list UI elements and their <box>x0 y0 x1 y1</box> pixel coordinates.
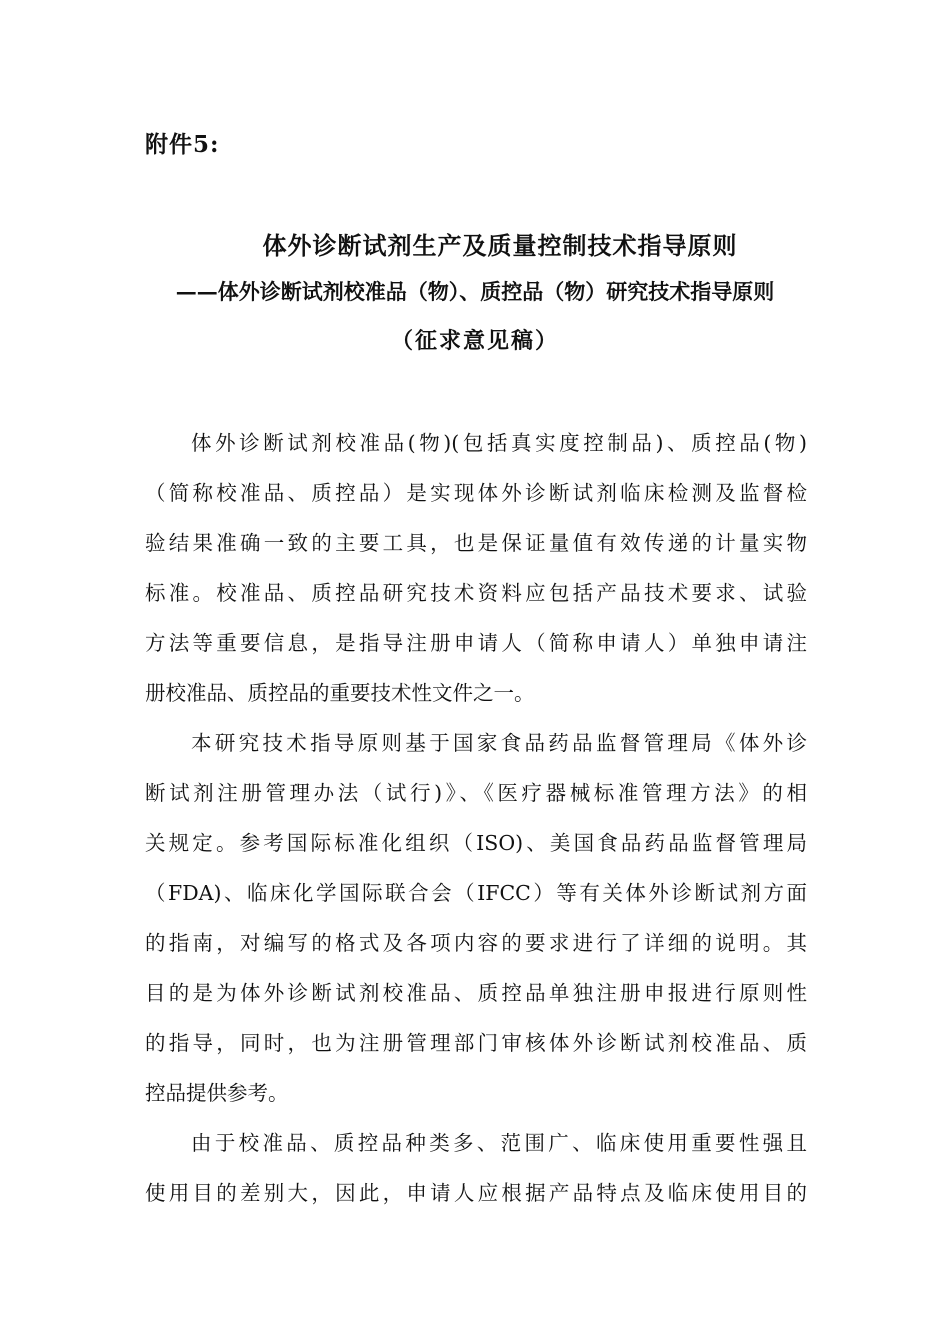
document-subtitle: ——体外诊断试剂校准品（物）、质控品（物）研究技术指导原则 <box>175 279 775 304</box>
attachment-label: 附件5: <box>145 131 220 158</box>
draft-label: （征求意见稿） <box>390 328 559 354</box>
paragraph-line: 使用目的差别大，因此，申请人应根据产品特点及临床使用目的 <box>145 1181 807 1205</box>
paragraph-line: 册校准品、质控品的重要技术性文件之一。 <box>145 681 535 705</box>
paragraph-line: 体外诊断试剂校准品(物)(包括真实度控制品)、质控品(物) <box>191 431 807 455</box>
paragraph-line: 由于校准品、质控品种类多、范围广、临床使用重要性强且 <box>191 1131 807 1155</box>
paragraph-line: 的指南，对编写的格式及各项内容的要求进行了详细的说明。其 <box>145 931 807 955</box>
paragraph-line: 断试剂注册管理办法（试行)》、《医疗器械标准管理方法》的相 <box>145 781 807 805</box>
paragraph-line: 本研究技术指导原则基于国家食品药品监督管理局《体外诊 <box>191 731 807 755</box>
paragraph-line: 控品提供参考。 <box>145 1081 289 1105</box>
paragraph-line: （FDA)、临床化学国际联合会（IFCC）等有关体外诊断试剂方面 <box>145 881 807 905</box>
paragraph-line: 方法等重要信息，是指导注册申请人（简称申请人）单独申请注 <box>145 631 807 655</box>
paragraph-line: （简称校准品、质控品）是实现体外诊断试剂临床检测及监督检 <box>145 481 807 505</box>
document-title: 体外诊断试剂生产及质量控制技术指导原则 <box>262 231 738 260</box>
paragraph-line: 目的是为体外诊断试剂校准品、质控品单独注册申报进行原则性 <box>145 981 807 1005</box>
paragraph-line: 关规定。参考国际标准化组织（ISO)、美国食品药品监督管理局 <box>145 831 807 855</box>
paragraph-line: 验结果准确一致的主要工具，也是保证量值有效传递的计量实物 <box>145 531 807 555</box>
paragraph-line: 的指导，同时，也为注册管理部门审核体外诊断试剂校准品、质 <box>145 1031 807 1055</box>
paragraph-line: 标准。校准品、质控品研究技术资料应包括产品技术要求、试验 <box>145 581 807 605</box>
document-body <box>145 418 807 1218</box>
